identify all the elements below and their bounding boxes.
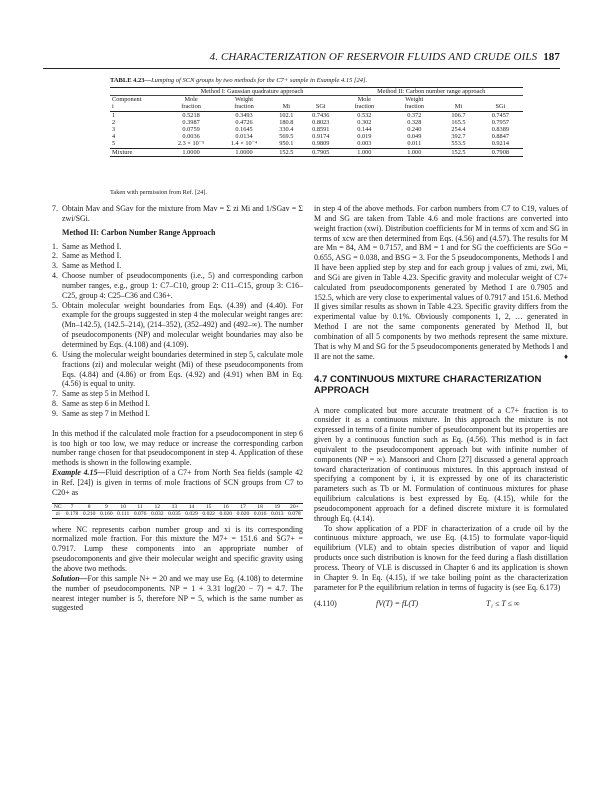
table-label: TABLE 4.23— (110, 77, 152, 84)
list-item: 4. Choose number of pseudocomponents (i.e., 5) and corresponding carbon number ranges, e.g., group 1: C7–C10, group 2: C11–C15, group 3: C16–C25, group 4: C25–C36 and C36+. (52, 271, 303, 300)
list-item: 6. Using the molecular weight boundaries determined in step 5, calculate mole fractions (zi) and molecular weight (Mi) of these pseudocomponents from Eqs. (4.84) and (4.86) or from Eqs. (4.92) and (4.91) when BM in Eq. (4.56) is equal to unity. (52, 349, 303, 389)
page-number: 187 (543, 51, 560, 63)
table-group-1: Method I: Gaussian quadrature approach (165, 88, 340, 96)
method2-steps (52, 242, 303, 419)
table-head-row-1: Component Mole Weight Mole Weight (112, 96, 424, 104)
table-group-row (110, 88, 523, 96)
list-item: 3. Same as Method I. (52, 261, 122, 271)
table-summary-row: Mixture 1.0000 1.0000 152.5 0.7905 1.000 1.000 152.5 0.7908 (110, 148, 523, 156)
table-caption (110, 77, 367, 84)
end-of-example-icon: ♦ (563, 351, 568, 361)
equation-number: (4.110) (314, 598, 337, 608)
list-item: 7. Obtain Mav and SGav for the mixture from Mav = Σ zi Mi and 1/SGav = Σ zwi/SGi. (52, 204, 303, 223)
section-paragraph-2: To show application of a PDF in characterization of a crude oil by the continuous mixture approach, we use Eq. (4.15) to formulate vapor-liquid equilibrium (VLE) and to obtain species distribution of vapor and liquid products once such distribution is known for the feed during a flash distillation process. Theory of VLE is discussed in Chapter 6 and its application is shown in Chapter 9. In Eq. (4.15), if we take boiling point as the characterization parameter for P the equilibrium relation in terms of fugacity is (see Eq. 6.173) (314, 523, 568, 592)
list-item: 9. Same as step 7 in Method I. (52, 408, 150, 418)
table-row: 4 0.0036 0.0134 569.5 0.9174 0.019 0.049 392.7 0.8847 (112, 133, 510, 141)
equation-4-110 (314, 599, 568, 609)
table-group-2: Method II: Carbon number range approach (339, 88, 523, 96)
list-item: 2. Same as Method I. (52, 251, 122, 261)
method2-title: Method II: Carbon Number Range Approach (62, 227, 216, 237)
table-row: 5 2.3 × 10⁻⁵ 1.4 × 10⁻⁴ 950.1 0.9809 0.003 0.011 553.5 0.9214 (112, 140, 510, 148)
solution-label: Solution— (52, 573, 88, 583)
section-paragraph: A more complicated but more accurate treatment of a C7+ fraction is to consider it as a continuous mixture. In this approach the mixture is not expressed in terms of a finite number of pseudocomponent but its properties are given by a continuous function such as Eq. (4.56). This method is in fact equivalent to the pseudocomponent approach but with infinite number of components (NP = ∞). Mansoori and Chorn [27] discussed a general approach toward characterization of continuous mixtures. In this approach instead of specifying a component by i, it is expressed by one of its characteristic parameters such as Tb or M. Formulation of continuous mixtures for phase equilibrium calculations is best expressed by Eq. (4.15), while for the pseudocomponent approach for a defined discrete mixture it is formulated through Eq. (4.14). (314, 405, 568, 523)
right-column (314, 204, 568, 608)
scn-mole-fraction-table (52, 503, 303, 519)
lumping-table (110, 87, 523, 157)
table-head-row-2: i fraction fraction Mi SGi fraction fraction Mi SGi (110, 103, 523, 111)
method-paragraph: In this method if the calculated mole fraction for a pseudocomponent in step 6 is too high or too low, we may reduce or increase the corresponding carbon number range chosen for that pseudocomponent in step 4. Application of these methods is shown in the following example. (52, 428, 303, 468)
list-item: 5. Obtain molecular weight boundaries from Eqs. (4.39) and (4.40). For example for the groups suggested in step 4 the molecular weight ranges are: (Mn–142.5), (142.5–214), (214–352), (352–492) and (492–∞). The number of pseudocomponents (NP) and molecular weight boundaries may also be determined by Eqs. (4.108) and (4.109). (52, 300, 303, 349)
mini-head-row: NC 7 8 9 10 11 12 13 14 15 16 17 18 19 20+ (52, 503, 303, 511)
table-source: Taken with permission from Ref. [24]. (110, 189, 207, 196)
solution-paragraph: Solution—For this sample N+ = 20 and we may use Eq. (4.108) to determine the number of pseudocomponents. NP = 1 + 3.31 log(20 − 7) = 4.7. The nearest integer number is 5, therefore NP = 5, which is the same number as suggested (52, 573, 303, 613)
left-column (52, 204, 303, 613)
section-heading: 4.7 CONTINUOUS MIXTURE CHARACTERIZATION APPROACH (314, 373, 542, 396)
table-row: 3 0.0759 0.1645 330.4 0.8591 0.144 0.240 254.4 0.8389 (112, 126, 510, 134)
running-title: 4. CHARACTERIZATION OF RESERVOIR FLUIDS AND CRUDE OILS (209, 51, 538, 63)
equation-range: T₁ ≤ T ≤ ∞ (486, 598, 520, 608)
header-rule (43, 68, 560, 69)
table-caption-text: Lumping of SCN groups by two methods for the C7+ sample in Example 4.15 [24]. (151, 77, 368, 84)
solution-continued-paragraph: in step 4 of the above methods. For carbon numbers from C7 to C19, values of M and SG are taken from Table 4.6 and mole fractions are converted into weight fraction (xwi). Distribution coefficients for M in terms of xcm and SG in terms of xcw are then determined from Eqs. (4.56) and (4.57). The results for M are Mn = 84, AM = 0.7157, and BM = 1 and for SG the coefficients are SGo = 0.655, ASG = 0.038, and BSG = 3. For the 5 pseudocomponents, Methods I and II have been applied step by step and for each group j values of zmi, zwi, Mi, and SGi are given in Table 4.23. Specific gravity and molecular weight of C7+ calculated from pseudocomponents generated by Method I are 0.7905 and 152.5, which are very close to experimental values of 0.7917 and 151.6. Method II gives similar results as shown in Table 4.23. Specific gravity differs from the experimental value by 0.1%. Obviously components 1, 2, … generated in Method I are not the same components generated by Method II, but combination of all 5 components by two methods represent the same mixture. That is why M and SG for the 5 pseudocomponents generated by Methods I and II are not the same. ♦ (314, 204, 568, 361)
list-item: 8. Same as step 6 in Method I. (52, 399, 150, 409)
running-header (210, 51, 560, 63)
mini-value-row: zi 0.178 0.210 0.160 0.111 0.076 0.032 0.035 0.029 0.022 0.020 0.020 0.016 0.013 0.078 (52, 511, 303, 519)
list-item: 1. Same as Method I. (52, 241, 122, 251)
example-label: Example 4.15— (52, 468, 106, 478)
table-row: 1 0.5218 0.3493 102.1 0.7436 0.532 0.372 106.7 0.7457 (112, 111, 510, 119)
table-row: 2 0.3987 0.4726 180.8 0.8023 0.302 0.328 165.5 0.7957 (112, 118, 510, 126)
list-item: 7. Same as step 5 in Method I. (52, 389, 150, 399)
example-continued-paragraph: where NC represents carbon number group and xi is its corresponding normalized mole fraction. For this mixture the M7+ = 151.6 and SG7+ = 0.7917. Lump these components into an appropriate number of pseudocomponents and give their molecular weight and specific gravity using the above two methods. (52, 524, 303, 573)
example-paragraph: Example 4.15—Fluid description of a C7+ from North Sea fields (sample 42 in Ref. [24]) is given in terms of mole fractions of SCN groups from C7 to C20+ as (52, 468, 303, 497)
equation-body: fV(T) = fL(T) (376, 598, 419, 608)
